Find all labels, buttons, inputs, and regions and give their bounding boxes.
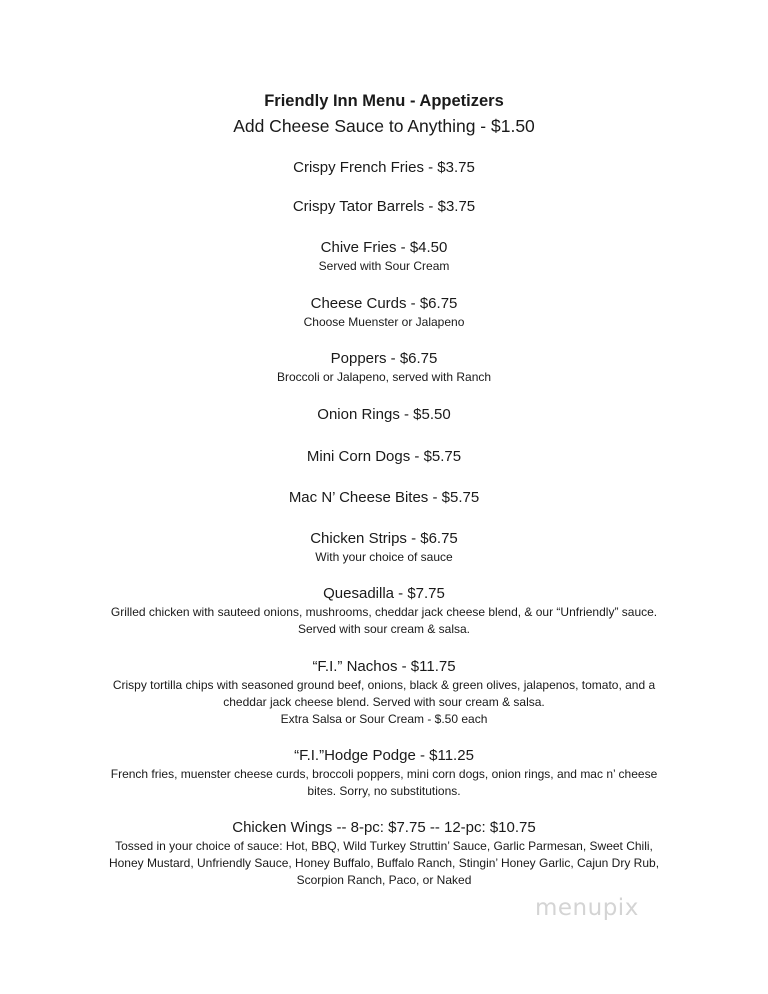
menu-item-description: Scorpion Ranch, Paco, or Naked [296,873,472,887]
menu-item-name: Chicken Wings -- 8-pc: $7.75 -- 12-pc: $10.75 [232,819,536,836]
menu-item-name: Chive Fries - $4.50 [320,239,448,256]
menu-item [0,349,768,386]
menu-item-description: French fries, muenster cheese curds, broccoli poppers, mini corn dogs, onion rings, and mac n’ cheese [110,767,658,781]
menu-item [0,818,768,889]
menu-item-description: Broccoli or Jalapeno, served with Ranch [276,370,492,384]
menu-item-description: Extra Salsa or Sour Cream - $.50 each [280,712,488,726]
menu-item [0,657,768,728]
menu-title: Friendly Inn Menu - Appetizers [264,92,504,110]
menu-item-description: Grilled chicken with sauteed onions, mushrooms, cheddar jack cheese blend, & our “Unfriendly” sauce. [110,605,658,619]
menu-item [0,584,768,638]
menu-item-name: Onion Rings - $5.50 [317,406,451,423]
menu-item [0,158,768,178]
menu-item-name: Crispy French Fries - $3.75 [293,159,475,176]
menu-item-name: Poppers - $6.75 [330,350,438,367]
menu-item-name: “F.I.” Nachos - $11.75 [312,658,456,675]
menu-item [0,447,768,467]
menu-item [0,197,768,217]
menu-item-name: Cheese Curds - $6.75 [310,295,458,312]
menu-item [0,746,768,800]
menu-subtitle: Add Cheese Sauce to Anything - $1.50 [233,116,535,136]
menu-item-name: Quesadilla - $7.75 [323,585,445,602]
menu-item [0,529,768,566]
menu-item-description: With your choice of sauce [315,550,453,564]
menu-item-name: Crispy Tator Barrels - $3.75 [292,198,476,215]
menu-item-description: bites. Sorry, no substitutions. [307,784,461,798]
menu-item [0,488,768,508]
menu-item-name: “F.I.”Hodge Podge - $11.25 [294,747,474,764]
menu-item [0,238,768,275]
menu-item-description: Tossed in your choice of sauce: Hot, BBQ, Wild Turkey Struttin’ Sauce, Garlic Parmesan, Sweet Chili, [115,839,653,853]
menu-item-description: Honey Mustard, Unfriendly Sauce, Honey Buffalo, Buffalo Ranch, Stingin’ Honey Garlic, Cajun Dry Rub, [108,856,660,870]
menu-item [0,405,768,425]
menu-item-name: Chicken Strips - $6.75 [310,530,458,547]
menu-item-description: Served with sour cream & salsa. [297,622,471,636]
menu-item-name: Mac N’ Cheese Bites - $5.75 [288,489,480,506]
menu-item-description: Choose Muenster or Jalapeno [303,315,465,329]
menu-item-description: cheddar jack cheese blend. Served with sour cream & salsa. [223,695,545,709]
menu-item-description: Crispy tortilla chips with seasoned ground beef, onions, black & green olives, jalapenos, tomato, and a [112,678,656,692]
menu-item-description: Served with Sour Cream [318,259,450,273]
watermark-logo: menupix [535,895,639,921]
menu-item [0,294,768,331]
menu-item-name: Mini Corn Dogs - $5.75 [306,448,462,465]
